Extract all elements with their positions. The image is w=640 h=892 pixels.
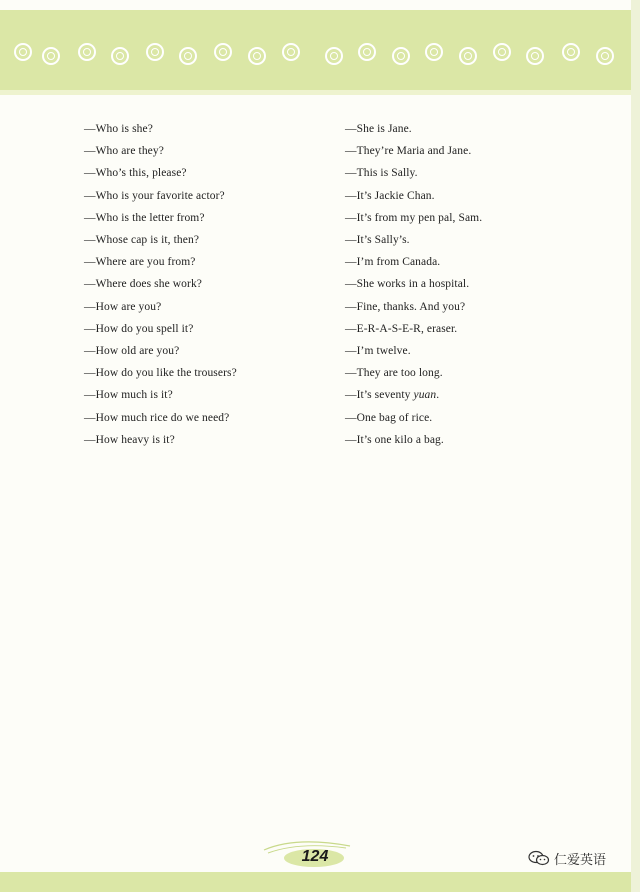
question-text: —How much rice do we need? (84, 411, 230, 424)
answer-main: —It’s Jackie Chan. (345, 189, 435, 202)
header-band-edge (0, 90, 631, 95)
answer-text (345, 167, 544, 179)
ring-icon (78, 43, 96, 61)
ring-icon (596, 47, 614, 65)
answer-main: —It’s Sally’s. (345, 234, 410, 247)
answer-main: —They’re Maria and Jane. (345, 145, 472, 158)
header-band (0, 10, 631, 90)
ring-icon (459, 47, 477, 65)
question-text: —Who’s this, please? (84, 167, 187, 180)
answer-text (345, 190, 544, 202)
dialogue-list (84, 118, 544, 451)
ring-icon (493, 43, 511, 61)
answer-text (345, 212, 544, 224)
ring-icon (562, 43, 580, 61)
answer-main: —She is Jane. (345, 123, 412, 136)
dialogue-row (84, 273, 544, 295)
answer-text (345, 145, 544, 157)
question-text: —How do you like the trousers? (84, 367, 237, 380)
ring-icon (392, 47, 410, 65)
ring-icon (42, 47, 60, 65)
answer-main: —It’s one kilo a bag. (345, 433, 444, 446)
answer-main: —She works in a hospital. (345, 278, 470, 291)
answer-main: —This is Sally. (345, 167, 418, 180)
answer-main: —Fine, thanks. And you? (345, 300, 466, 313)
dialogue-row (84, 406, 544, 428)
question-text: —How do you spell it? (84, 322, 194, 335)
answer-main: —It’s from my pen pal, Sam. (345, 211, 483, 224)
question-text: —How are you? (84, 300, 162, 313)
answer-tail: . (436, 389, 440, 402)
dialogue-row (84, 296, 544, 318)
question-text: —Whose cap is it, then? (84, 234, 200, 247)
watermark-text: 仁爱英语 (554, 852, 607, 868)
answer-main: —I’m from Canada. (345, 256, 441, 269)
dialogue-row (84, 118, 544, 140)
answer-main: —It’s seventy (345, 389, 414, 402)
dialogue-row (84, 229, 544, 251)
question-text: —Who is your favorite actor? (84, 189, 225, 202)
answer-text (345, 123, 544, 135)
page-number: 124 (301, 848, 329, 865)
ring-icon (179, 47, 197, 65)
answer-main: —They are too long. (345, 367, 443, 380)
footer-band (0, 872, 631, 892)
dialogue-row (84, 207, 544, 229)
ring-icon (14, 43, 32, 61)
dialogue-row (84, 384, 544, 406)
ring-icon (248, 47, 266, 65)
ring-icon (325, 47, 343, 65)
answer-text (345, 234, 544, 246)
question-text: —Who is the letter from? (84, 211, 205, 224)
question-text: —Where are you from? (84, 256, 196, 269)
ring-icon (425, 43, 443, 61)
watermark (528, 848, 606, 868)
ring-icon (146, 43, 164, 61)
ring-icon (358, 43, 376, 61)
answer-text (345, 367, 544, 379)
question-text: —Who are they? (84, 145, 164, 158)
ring-icon (214, 43, 232, 61)
question-text: —Where does she work? (84, 278, 203, 291)
dialogue-row (84, 318, 544, 340)
answer-text (345, 389, 544, 401)
answer-text (345, 434, 544, 446)
question-text: —How old are you? (84, 344, 180, 357)
answer-text (345, 345, 544, 357)
dialogue-row (84, 429, 544, 451)
dialogue-row (84, 162, 544, 184)
answer-main: —One bag of rice. (345, 411, 433, 424)
dialogue-row (84, 251, 544, 273)
answer-text (345, 256, 544, 268)
ring-icon (282, 43, 300, 61)
dialogue-row (84, 340, 544, 362)
ring-icon (111, 47, 129, 65)
answer-text (345, 278, 544, 290)
dialogue-row (84, 140, 544, 162)
answer-text (345, 301, 544, 313)
answer-main: —E-R-A-S-E-R, eraser. (345, 322, 458, 335)
question-text: —How much is it? (84, 389, 173, 402)
dialogue-row (84, 185, 544, 207)
dialogue-row (84, 362, 544, 384)
wechat-icon (528, 850, 550, 866)
answer-main: —I’m twelve. (345, 344, 411, 357)
answer-text (345, 323, 544, 335)
question-text: —How heavy is it? (84, 433, 175, 446)
answer-italic: yuan (413, 389, 437, 402)
ring-icon (526, 47, 544, 65)
ring-decoration-row (0, 10, 631, 90)
answer-text (345, 412, 544, 424)
question-text: —Who is she? (84, 123, 153, 136)
